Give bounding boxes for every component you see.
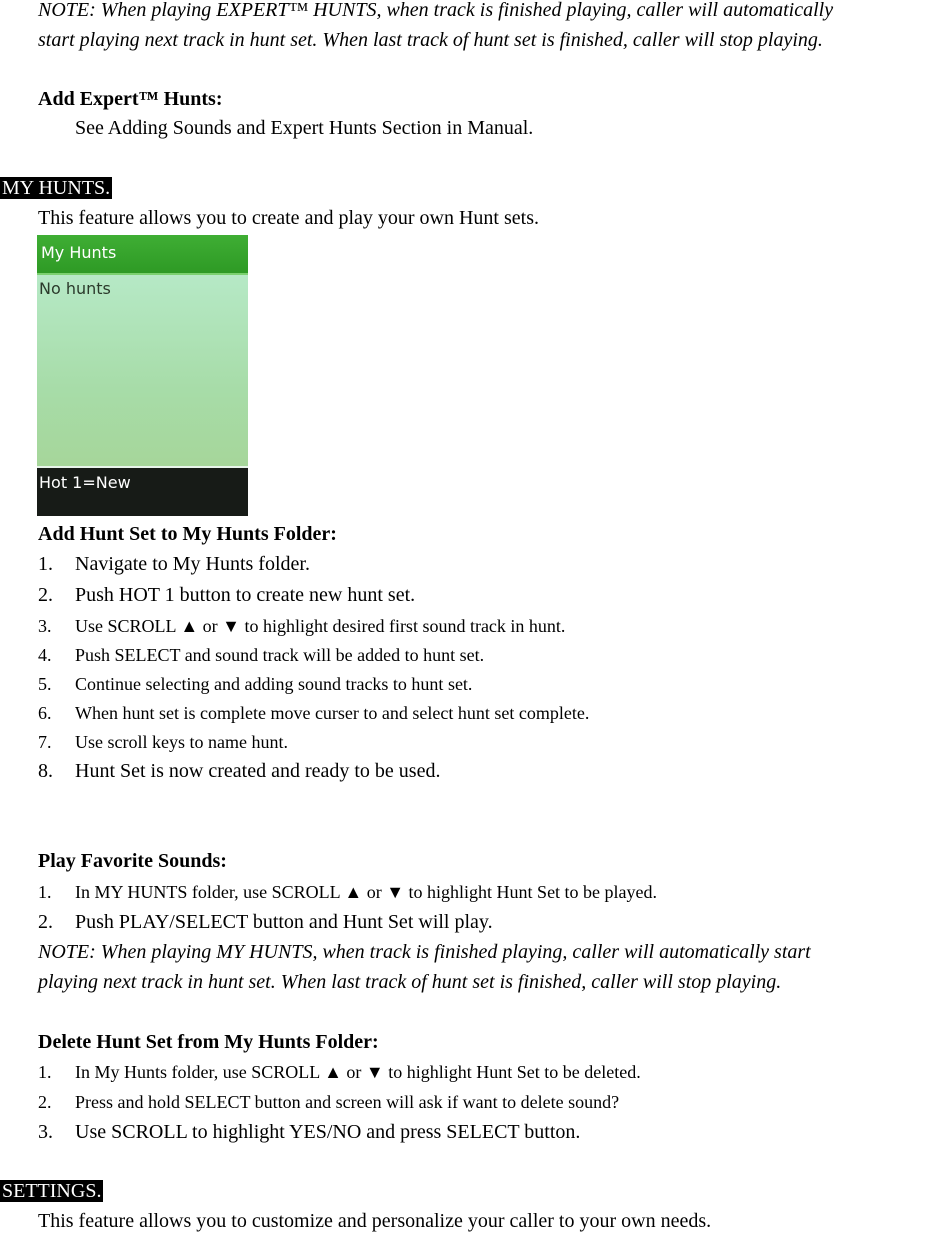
step-number: 8. <box>38 760 53 782</box>
step-number: 1. <box>38 553 53 575</box>
step-text: When hunt set is complete move curser to and select hunt set complete. <box>75 703 590 723</box>
step-text: In My Hunts folder, use SCROLL ▲ or ▼ to highlight Hunt Set to be deleted. <box>75 1062 641 1082</box>
step-number: 5. <box>38 674 52 694</box>
step-text: In MY HUNTS folder, use SCROLL ▲ or ▼ to highlight Hunt Set to be played. <box>75 882 658 902</box>
step-number: 1. <box>38 1062 52 1082</box>
step-number: 2. <box>38 584 53 606</box>
device-list-area <box>37 275 248 466</box>
device-softkey-bar <box>37 466 248 516</box>
add-expert-text: See Adding Sounds and Expert Hunts Section in Manual. <box>75 117 534 139</box>
device-softkey-label: Hot 1=New <box>39 473 131 492</box>
my-hunts-heading-label: MY HUNTS. <box>2 177 111 199</box>
step-text: Use scroll keys to name hunt. <box>75 732 288 752</box>
step-text: Press and hold SELECT button and screen will ask if want to delete sound? <box>75 1092 620 1112</box>
delete-hunt-set-heading: Delete Hunt Set from My Hunts Folder: <box>38 1031 379 1053</box>
step-number: 2. <box>38 1092 52 1112</box>
step-number: 1. <box>38 882 52 902</box>
step-number: 3. <box>38 616 52 636</box>
settings-heading-label: SETTINGS. <box>2 1180 102 1202</box>
my-hunts-intro: This feature allows you to create and play your own Hunt sets. <box>38 207 539 229</box>
step-number: 7. <box>38 732 52 752</box>
step-text: Push HOT 1 button to create new hunt set. <box>75 584 416 606</box>
my-hunts-heading <box>0 175 112 201</box>
my-hunts-note-line-1: NOTE: When playing MY HUNTS, when track is finished playing, caller will automatically start <box>38 941 811 963</box>
expert-note-line-1: NOTE: When playing EXPERT™ HUNTS, when track is finished playing, caller will automatically <box>38 0 834 21</box>
add-expert-heading: Add Expert™ Hunts: <box>38 88 223 110</box>
play-favorite-heading: Play Favorite Sounds: <box>38 850 227 872</box>
step-text: Push SELECT and sound track will be added to hunt set. <box>75 645 485 665</box>
step-number: 6. <box>38 703 52 723</box>
my-hunts-note-line-2: playing next track in hunt set. When last track of hunt set is finished, caller will stop playing. <box>38 971 782 993</box>
step-text: Continue selecting and adding sound tracks to hunt set. <box>75 674 473 694</box>
step-number: 4. <box>38 645 52 665</box>
step-text: Hunt Set is now created and ready to be used. <box>75 760 441 782</box>
add-hunt-set-heading: Add Hunt Set to My Hunts Folder: <box>38 523 337 545</box>
step-text: Push PLAY/SELECT button and Hunt Set will play. <box>75 911 493 933</box>
settings-intro: This feature allows you to customize and personalize your caller to your own needs. <box>38 1210 712 1232</box>
device-screen-image <box>37 235 248 516</box>
step-text: Use SCROLL to highlight YES/NO and press SELECT button. <box>75 1121 581 1143</box>
step-number: 3. <box>38 1121 53 1143</box>
device-header-bar <box>37 235 248 275</box>
device-empty-message: No hunts <box>39 279 111 298</box>
settings-heading <box>0 1178 103 1204</box>
step-text: Navigate to My Hunts folder. <box>75 553 310 575</box>
device-title: My Hunts <box>41 243 117 262</box>
step-number: 2. <box>38 911 53 933</box>
step-text: Use SCROLL ▲ or ▼ to highlight desired first sound track in hunt. <box>75 616 566 636</box>
expert-note-line-2: start playing next track in hunt set. When last track of hunt set is finished, caller will stop playing. <box>38 29 823 51</box>
